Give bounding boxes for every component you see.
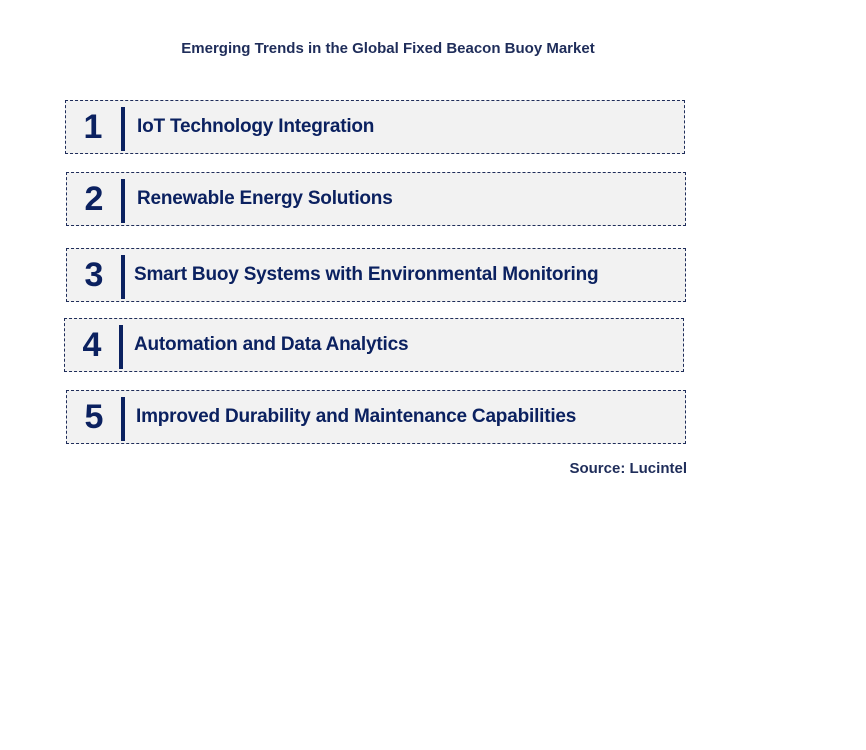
trend-card-3: [66, 248, 686, 302]
trend-number: 1: [83, 107, 103, 146]
trend-card-1: [65, 100, 685, 154]
divider-bar: [121, 179, 125, 223]
trend-number: 4: [82, 325, 102, 364]
divider-bar: [121, 107, 125, 151]
trend-card-4: [64, 318, 684, 372]
trend-number: 5: [84, 397, 104, 436]
trend-number: 2: [84, 179, 104, 218]
divider-bar: [121, 397, 125, 441]
trend-label: Improved Durability and Maintenance Capabilities: [136, 406, 577, 427]
trend-card-5: [66, 390, 686, 444]
divider-bar: [119, 325, 123, 369]
trend-label: IoT Technology Integration: [137, 116, 375, 137]
diagram-title: Emerging Trends in the Global Fixed Beacon Buoy Market: [181, 40, 595, 57]
trend-label: Smart Buoy Systems with Environmental Monitoring: [134, 264, 599, 285]
divider-bar: [121, 255, 125, 299]
trend-number: 3: [84, 255, 104, 294]
trend-card-2: [66, 172, 686, 226]
trend-label: Automation and Data Analytics: [134, 334, 409, 355]
trend-label: Renewable Energy Solutions: [137, 188, 393, 209]
source-note: Source: Lucintel: [569, 460, 687, 477]
